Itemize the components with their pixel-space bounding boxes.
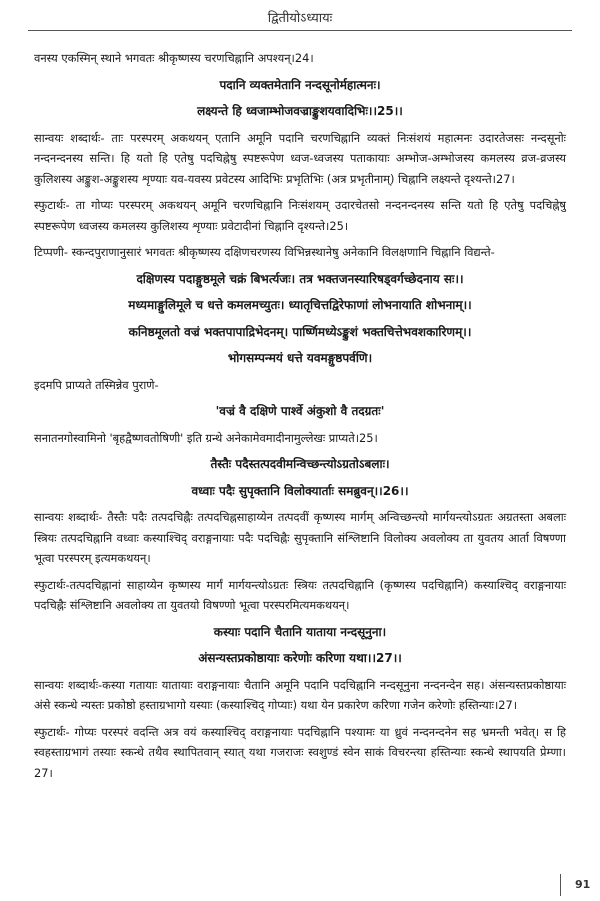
vajram-quote: 'वज्रं वै दक्षिणे पार्श्वे अंकुशो वै तदग्रतः' xyxy=(215,404,385,418)
anvaya-27: सान्वयः शब्दार्थः-कस्या गतायाः यातायाः वराङ्गनायाः चैतानि अमूनि पदानि पदचिह्नानि नन्दसूनुना नन्दनन्देन सह। अंसन्यस्तप्रकोष्ठायाः अंसे स्कन्धे न्यस्तः प्रकोष्ठो हस्ताग्रभागो यस्याः (कस्याश्चिद् गोप्याः) यथा येन प्रकारेण करिणा गजेन करेणोः हस्तिन्याः।27। xyxy=(34,677,566,712)
verse-27-line-2: अंसन्यस्तप्रकोष्ठायाः करेणोः करिणा यथा।।27।। xyxy=(198,651,402,665)
anvaya-26: सान्वयः शब्दार्थः- तैस्तैः पदैः तत्पदचिह्नैः तत्पदचिह्नसाहाय्येन तत्पदवीं कृष्णस्य मार्गम् अन्विच्छन्त्यो मार्गयन्त्योऽग्रतः अग्रतस्ता अबलाः स्त्रियः तत्पदचिह्नानि वध्वाः कस्याश्चिद् वराङ्गनायाः पदैः पदचिह्नैः सुपृक्तानि संश्लिष्टानि विलोक्य अवलोक्य ता युवतय आर्ता विषण्णा भूत्वा परस्परम् इत्यमकथयन्। xyxy=(34,510,566,565)
skanda-line-1: दक्षिणस्य पदाङ्गुष्ठमूले चक्रं बिभर्त्यजः। तत्र भक्तजनस्यारिषड्वर्गच्छेदनाय सः।। xyxy=(136,271,464,286)
verse-25-line-1: पदानि व्यक्तमेतानि नन्दसूनोर्महात्मनः। xyxy=(219,77,381,92)
sphutartha-25: स्फुटार्थः- ता गोप्यः परस्परम् अकथयन् अमूनि चरणचिह्नानि निःसंशयम् उदारचेतसो नन्दनन्दनस्य सन्ति यतो हि एतेषु पदचिह्नेषु स्पष्टरूपेण ध्वजस्य कमलस्य कुलिशस्य शृण्याः प्रवेटादीनां चिह्नानि दृश्यन्ते।25। xyxy=(34,198,566,233)
page-number: 91 xyxy=(575,878,591,891)
verse-26-line-2: वध्वाः पदैः सुपृक्तानि विलोक्यार्ताः समब्रुवन्।।26।। xyxy=(191,483,409,498)
tippani: टिप्पणी- स्कन्दपुराणानुसारं भगवतः श्रीकृष्णस्य दक्षिणचरणस्य विभिन्नस्थानेषु अनेकानि विलक्षणानि चिह्नानि विद्यन्ते- xyxy=(34,245,495,259)
skanda-line-3: कनिष्ठमूलतो वज्रं भक्तपापाद्रिभेदनम्। पार्ष्णिमध्येऽङ्कुशं भक्तचित्तेभवशकारिणम्।। xyxy=(128,324,472,339)
chapter-title: द्वितीयोऽध्यायः xyxy=(267,11,333,26)
verse-25-line-2: लक्ष्यन्ते हि ध्वजाम्भोजवज्राङ्कुशयवादिभिः।।25।। xyxy=(197,104,403,118)
header-rule xyxy=(28,30,572,31)
sphutartha-26: स्फुटार्थः-तत्पदचिह्नानां साहाय्येन कृष्णस्य मार्गं मार्गयन्त्योऽग्रतः स्त्रियः तत्पदचिह्नानि (कृष्णस्य पदचिह्नानि) कस्याश्चिद् वराङ्गनायाः पदचिह्नैः संश्लिष्टानि अवलोक्य ता युवतयो विषण्णो भूत्वा परस्परमित्यमकथयन्। xyxy=(34,577,566,612)
skanda-line-4: भोगसम्पन्मयं धत्ते यवमङ्गुष्ठपर्वणि। xyxy=(227,351,373,365)
sanatana-line: सनातनगोस्वामिनो 'बृहद्वैष्णवतोषिणी' इति ग्रन्थे अनेकामेवमादीनामुल्लेखः प्राप्यते।25। xyxy=(34,430,378,445)
paragraph-intro: वनस्य एकस्मिन् स्थाने भगवतः श्रीकृष्णस्य चरणचिह्नानि अपश्यन्।24। xyxy=(34,51,314,65)
verse-27-line-1: कस्याः पदानि चैतानि याताया नन्दसूनुना। xyxy=(213,624,387,639)
verse-26-line-1: तैस्तैः पदैस्तत्पदवीमन्विच्छन्त्योऽग्रतोऽबलाः। xyxy=(210,457,390,471)
footer-separator xyxy=(560,874,561,896)
page-body xyxy=(34,48,566,789)
anvaya-25: सान्वयः शब्दार्थः- ताः परस्परम् अकथयन् एतानि अमूनि पदानि चरणचिह्नानि व्यक्तं निःसंशयं महात्मनः उदारतेजसः नन्दसूनोः नन्दनन्दनस्य सन्ति। हि यतो हि एतेषु पदचिह्नेषु स्पष्टरूपेण ध्वज-ध्वजस्य पताकायाः अम्भोज-अम्भोजस्य कमलस्य व्रज-व्रजस्य कुलिशस्य अङ्कुश-अङ्कुशस्य शृण्याः यव-यवस्य प्रवेटस्य आदिभिः प्रभृतिभिः (अत्र प्रभृतीनाम्) चिह्नानि लक्ष्यन्ते दृश्यन्ते।27। xyxy=(34,130,566,186)
skanda-line-2: मध्यमाङ्गुलिमूले च धत्ते कमलमच्युतः। ध्यातृचित्तद्विरेफाणां लोभनायाति शोभनाम्।। xyxy=(128,298,472,312)
idamapi-line: इदमपि प्राप्यते तस्मिन्नेव पुराणे- xyxy=(34,377,159,392)
sphutartha-27: स्फुटार्थः- गोप्यः परस्परं वदन्ति अत्र वयं कस्याश्चिद् वराङ्गनायाः पदचिह्नानि पश्यामः या ध्रुवं नन्दनन्दनेन सह भ्रमन्ती भवेत्। स हि स्वहस्ताग्रभागं तस्याः स्कन्धे तथैव स्थापितवान् स्यात् यथा गजराजः स्वशुण्डं स्वेन साकं विचरन्त्या हस्तिन्याः स्कन्धे स्थापयति प्रेम्णा।27। xyxy=(34,724,566,780)
